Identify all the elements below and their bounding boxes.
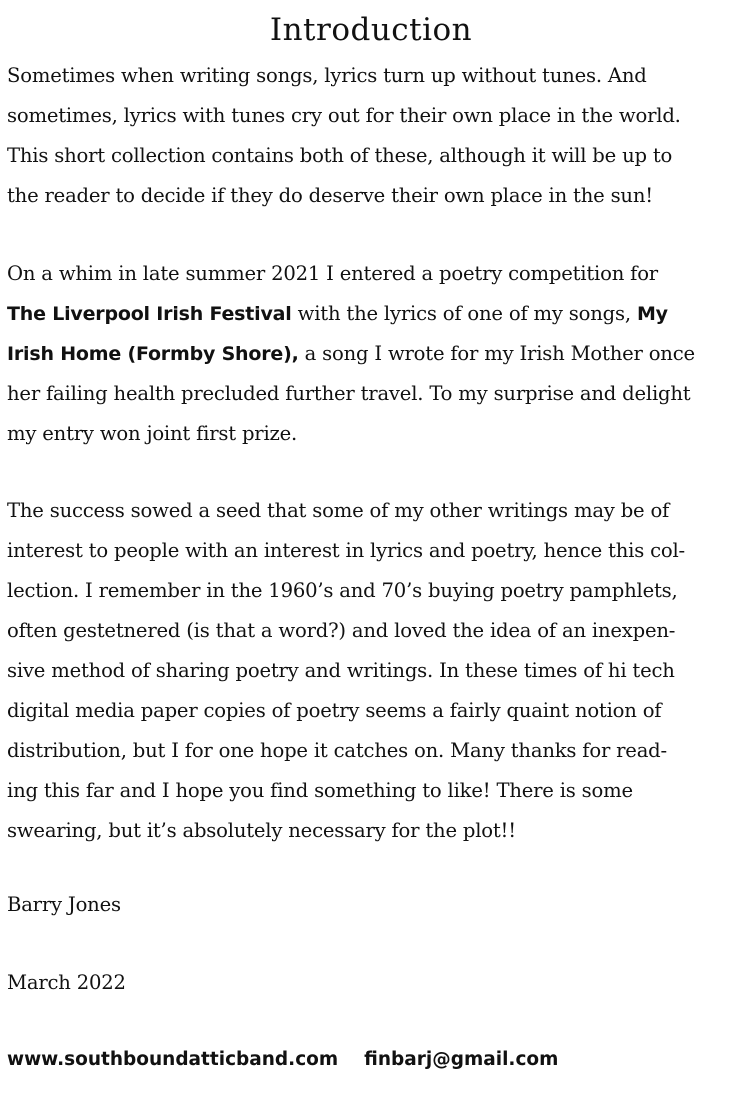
paragraph-1-line-2: sometimes, lyrics with tunes cry out for their own place in the world. xyxy=(7,104,681,127)
festival-name: The Liverpool Irish Festival xyxy=(7,303,292,325)
paragraph-3-line-9: swearing, but it’s absolutely necessary for the plot!! xyxy=(7,819,516,842)
website-link[interactable]: www.southboundatticband.com xyxy=(7,1049,339,1070)
paragraph-3-line-3: lection. I remember in the 1960’s and 70’s buying poetry pamphlets, xyxy=(7,579,678,602)
paragraph-2-line-4: her failing health precluded further travel. To my surprise and delight xyxy=(7,382,691,405)
paragraph-2-line-1: On a whim in late summer 2021 I entered a poetry competition for xyxy=(7,262,658,285)
contact-line xyxy=(7,1046,558,1074)
page-title: Introduction xyxy=(269,12,473,48)
paragraph-3-line-7: distribution, but I for one hope it catches on. Many thanks for read- xyxy=(7,739,667,762)
song-title-start: My xyxy=(636,303,668,325)
email-link[interactable]: finbarj@gmail.com xyxy=(364,1049,559,1070)
paragraph-2-line-3-text: a song I wrote for my Irish Mother once xyxy=(298,342,695,365)
paragraph-3-line-4: often gestetnered (is that a word?) and loved the idea of an inexpen- xyxy=(7,619,676,642)
paragraph-2-line-5: my entry won joint first prize. xyxy=(7,422,298,445)
paragraph-1-line-3: This short collection contains both of these, although it will be up to xyxy=(7,144,673,167)
paragraph-3-line-5: sive method of sharing poetry and writings. In these times of hi tech xyxy=(7,659,675,682)
paragraph-1-line-1: Sometimes when writing songs, lyrics turn up without tunes. And xyxy=(7,64,647,87)
paragraph-3-line-8: ing this far and I hope you find something to like! There is some xyxy=(7,779,633,802)
song-title-end: Irish Home (Formby Shore), xyxy=(7,343,299,365)
paragraph-3-line-6: digital media paper copies of poetry seems a fairly quaint notion of xyxy=(7,699,662,722)
paragraph-3-line-1: The success sowed a seed that some of my other writings may be of xyxy=(7,499,670,522)
paragraph-3-line-2: interest to people with an interest in lyrics and poetry, hence this col- xyxy=(7,539,685,562)
paragraph-2-line-2 xyxy=(7,300,668,328)
paragraph-2-line-2-text: with the lyrics of one of my songs, xyxy=(291,302,637,325)
paragraph-1-line-4: the reader to decide if they do deserve their own place in the sun! xyxy=(7,184,653,207)
author-signature: Barry Jones xyxy=(7,893,121,916)
paragraph-2-line-3 xyxy=(7,340,695,368)
document-date: March 2022 xyxy=(7,971,126,994)
